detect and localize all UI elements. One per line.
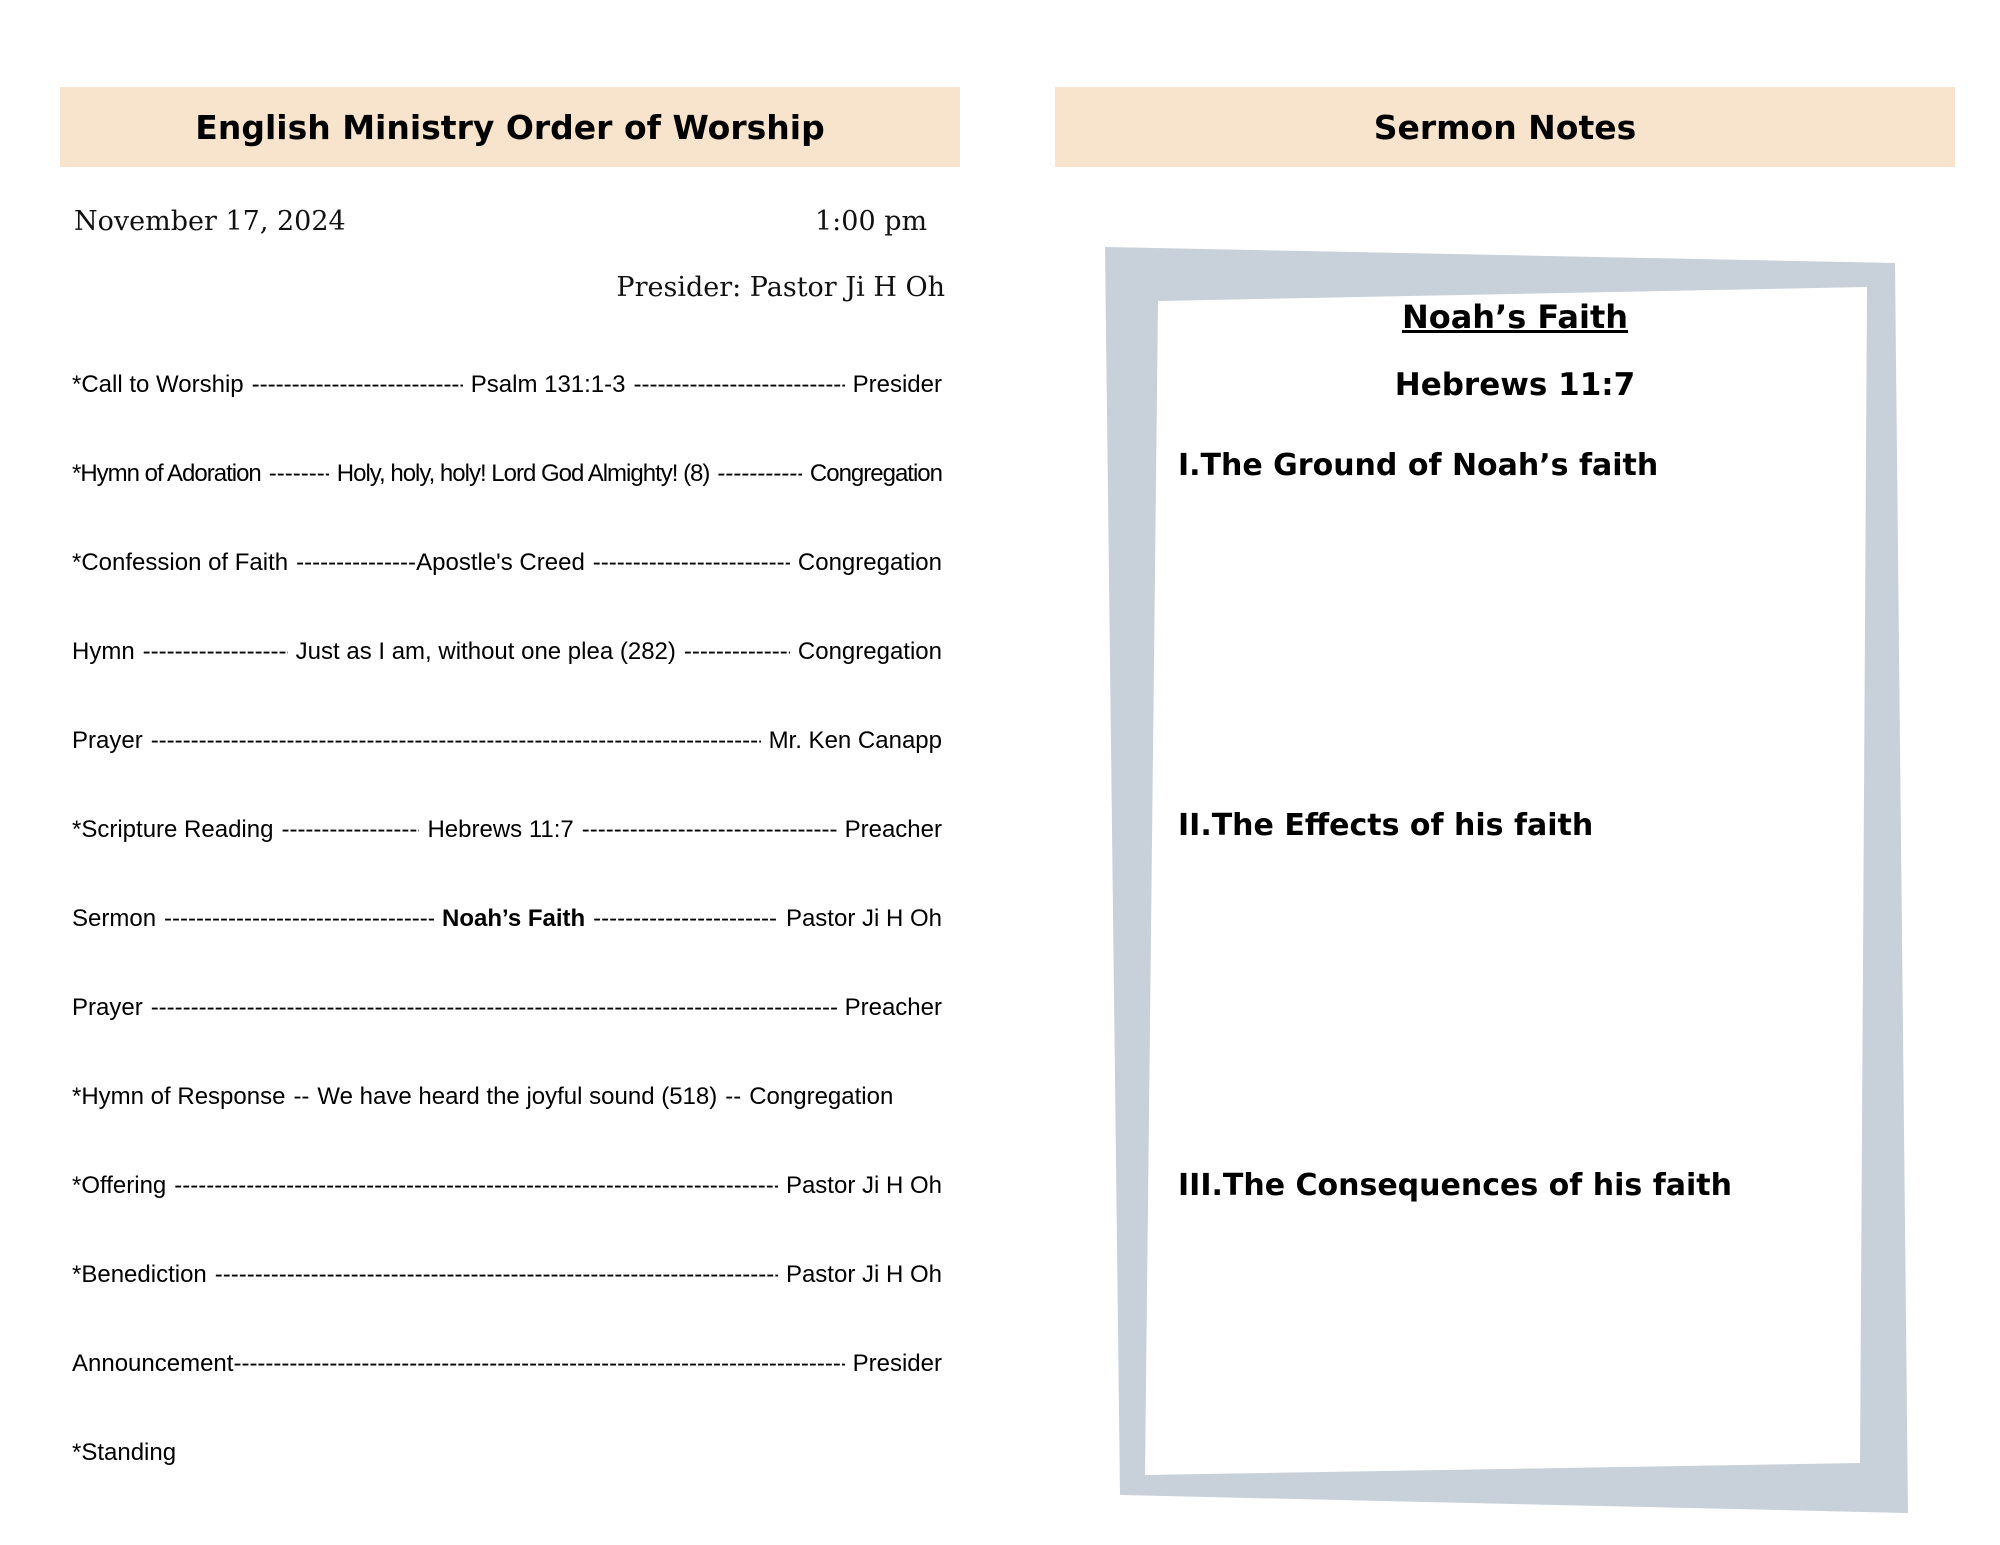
footnote-text: *Standing: [72, 1439, 177, 1466]
order-item-leader: Congregation: [809, 460, 942, 487]
order-item-label: Prayer: [72, 994, 143, 1021]
leader-dashes: [252, 371, 463, 399]
presider-line: Presider: Pastor Ji H Oh: [616, 272, 945, 303]
order-of-worship-banner: [60, 87, 960, 167]
order-item-hymn-of-response: [72, 1077, 942, 1117]
leader-dashes: --: [725, 1083, 742, 1110]
sermon-title: Noah’s Faith: [1401, 298, 1629, 336]
order-item-detail: We have heard the joyful sound (518): [317, 1083, 718, 1110]
notes-frame-border: [1105, 247, 1908, 1513]
order-item-call-to-worship: [72, 365, 942, 405]
order-item-label: Prayer: [72, 727, 143, 754]
leader-dashes: [281, 816, 419, 844]
order-item-announcement: [72, 1344, 942, 1384]
order-item-prayer: [72, 721, 942, 761]
order-item-detail: Hebrews 11:7: [427, 816, 574, 843]
order-item-confession-of-faith: [72, 543, 942, 583]
standing-footnote: [72, 1433, 942, 1473]
leader-dashes: [233, 1350, 844, 1378]
order-item-detail: Just as I am, without one plea (282): [295, 638, 676, 665]
order-item-detail: Apostle's Creed: [416, 549, 585, 576]
order-item-leader: Presider: [852, 371, 942, 398]
sermon-point-3: III.The Consequences of his faith: [1178, 1168, 1732, 1203]
leader-dashes: [717, 460, 801, 488]
order-item-detail: Psalm 131:1-3: [470, 371, 626, 398]
order-item-label: *Benediction: [72, 1261, 207, 1288]
order-item-detail: Holy, holy, holy! Lord God Almighty! (8): [336, 460, 710, 487]
sermon-point-2: II.The Effects of his faith: [1178, 808, 1594, 843]
order-item-prayer-2: [72, 988, 942, 1028]
service-date: November 17, 2024: [74, 206, 346, 237]
order-item-label: *Confession of Faith: [72, 549, 289, 576]
leader-dashes: [634, 371, 845, 399]
leader-dashes: [593, 905, 778, 933]
sermon-scripture: Hebrews 11:7: [1394, 367, 1636, 403]
order-item-leader: Pastor Ji H Oh: [785, 905, 942, 932]
order-item-leader: Mr. Ken Canapp: [768, 727, 942, 754]
sermon-point-1: I.The Ground of Noah’s faith: [1178, 448, 1659, 483]
order-item-leader: Presider: [852, 1350, 942, 1377]
order-item-leader: Pastor Ji H Oh: [785, 1261, 942, 1288]
leader-dashes: [174, 1172, 778, 1200]
order-item-label: *Scripture Reading: [72, 816, 274, 843]
order-item-leader: Preacher: [844, 816, 942, 843]
order-item-hymn: [72, 632, 942, 672]
order-item-leader: Congregation: [749, 1083, 894, 1110]
service-time: 1:00 pm: [815, 206, 928, 237]
leader-dashes: [582, 816, 837, 844]
sermon-notes-banner: [1055, 87, 1955, 167]
order-item-leader: Congregation: [797, 549, 942, 576]
order-item-leader: Congregation: [797, 638, 942, 665]
order-item-label: *Hymn of Response: [72, 1083, 286, 1110]
order-item-label: Hymn: [72, 638, 135, 665]
order-item-sermon: [72, 899, 942, 939]
order-item-label: *Hymn of Adoration: [72, 460, 261, 487]
notes-frame: [1100, 243, 1910, 1513]
leader-dashes: [164, 905, 434, 933]
order-item-hymn-of-adoration: [72, 454, 942, 494]
order-item-leader: Preacher: [844, 994, 942, 1021]
leader-dashes: --: [293, 1083, 310, 1110]
order-item-benediction: [72, 1255, 942, 1295]
order-item-scripture-reading: [72, 810, 942, 850]
sermon-notes-title: Sermon Notes: [1373, 107, 1637, 147]
leader-dashes: [296, 549, 416, 577]
leader-dashes: [269, 460, 329, 488]
order-item-leader: Pastor Ji H Oh: [785, 1172, 942, 1199]
leader-dashes: [593, 549, 790, 577]
order-item-label: *Offering: [72, 1172, 167, 1199]
order-of-worship-title: English Ministry Order of Worship: [195, 107, 825, 147]
order-item-offering: [72, 1166, 942, 1206]
order-item-label: *Call to Worship: [72, 371, 244, 398]
leader-dashes: [151, 727, 761, 755]
leader-dashes: [143, 638, 288, 666]
order-item-label: Announcement: [72, 1350, 234, 1377]
leader-dashes: [151, 994, 837, 1022]
sermon-title-inline: Noah’s Faith: [442, 905, 586, 932]
leader-dashes: [684, 638, 790, 666]
leader-dashes: [215, 1261, 778, 1289]
order-item-label: Sermon: [72, 905, 157, 932]
